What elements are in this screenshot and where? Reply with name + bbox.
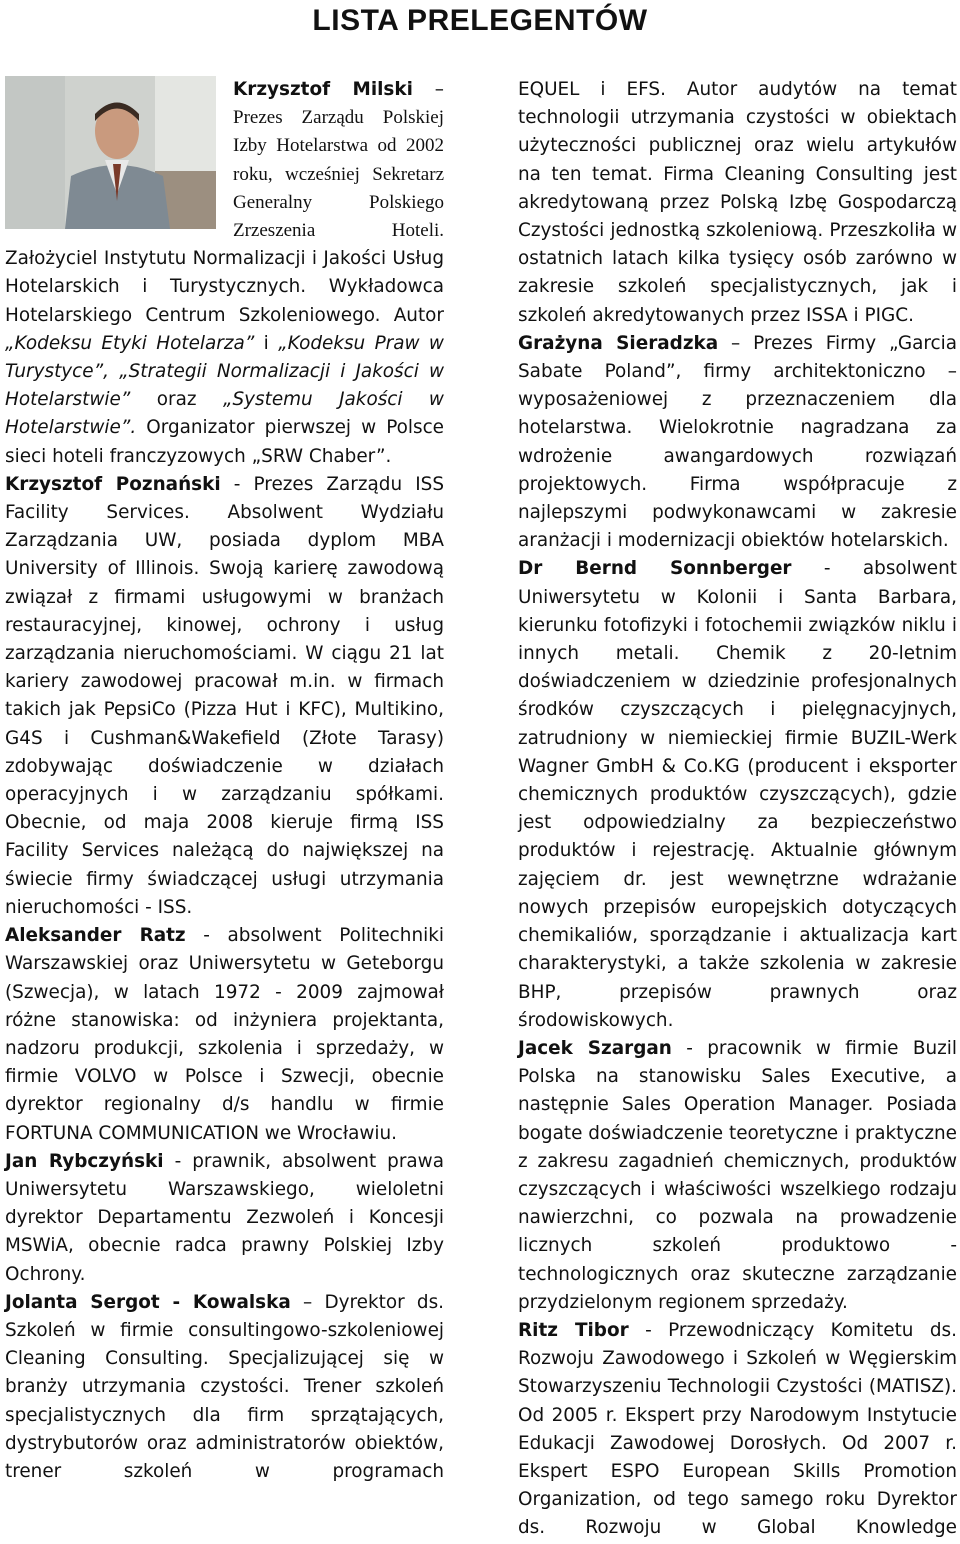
speaker-bio-sergot-kowalska-continued: EQUEL i EFS. Autor audytów na temat technologii utrzymania czystości w obiektach użyteczności publicznej oraz wielu artykułów na ten temat. Firma Cleaning Consulting jest akredytowaną przez Polską Izbę Gospodarczą Czystości jednostką szkoleniową. Przeszkoliła w ostatnich latach kilka tysięcy osób zarówno w zakresie szkoleń specjalistycznych, jak i szkoleń akredytowanych przez ISSA i PIGC. bbox=[518, 79, 957, 326]
right-column bbox=[518, 76, 957, 1543]
speaker-bio-szargan: Jacek Szargan - pracownik w firmie Buzil Polska na stanowisku Sales Executive, a następnie Sales Operation Manager. Posiada bogate doświadczenie teoretyczne i praktyczne z zakresu zagadnień chemicznych, produktów czyszczących i właściwości wszelkiego rodzaju nawierzchni, co pozwala na prowadzenie licznych szkoleń produktowo - technologicznych oraz skuteczne zarządzanie przydzielonym regionem sprzedaży. bbox=[518, 1037, 957, 1313]
page-title: LISTA PRELEGENTÓW bbox=[312, 4, 648, 37]
speaker-bio-sieradzka: Grażyna Sieradzka – Prezes Firmy „Garcia Sabate Poland”, firmy architektoniczno – wyposażeniowej z przeznaczeniem dla hotelarstwa. Wielokrotnie nagradzana za wdrożenie awangardowych rozwiązań projektowych. Firma współpracuje z najlepszymi podwykonawcami w zakresie aranżacji i modernizacji obiektów hotelarskich. bbox=[518, 332, 957, 552]
speaker-bio-sergot-kowalska: Jolanta Sergot - Kowalska – Dyrektor ds. Szkoleń w firmie consultingowo-szkoleniowej Cleaning Consulting. Specjalizującej się w branży utrzymania czystości. Trener szkoleń specjalistycznych dla firm sprzątających, dystrybutorów oraz administratorów obiektów, trener szkoleń w programach bbox=[5, 1291, 444, 1482]
speaker-bio-poznanski: Krzysztof Poznański - Prezes Zarządu ISS Facility Services. Absolwent Wydziału Zarządzania UW, posiada dyplom MBA University of Illinois. Swoją karierę zawodową związał z firmami usługowymi w branżach restauracyjnej, kinowej, ochrony i usług zarządzania nieruchomościami. W ciągu 21 lat kariery zawodowej pracował m.in. w firmach takich jak PepsiCo (Pizza Hut i KFC), Multikino, G4S i Cushman&Wakefield (Złote Tarasy) zdobywając doświadczenie w działach operacyjnych i w zarządzaniu spółkami. Obecnie, od maja 2008 kieruje firmą ISS Facility Services należącą do największej na świecie firmy świadczącej usługi utrzymania nieruchomości - ISS. bbox=[5, 473, 444, 918]
speaker-bio-sonnberger: Dr Bernd Sonnberger - absolwent Uniwersytetu w Kolonii i Santa Barbara, kierunku fotofizyki i fotochemii związków niklu i innych metali. Chemik z 20-letnim doświadczeniem w dziedzinie profesjonalnych środków czyszczących i pielęgnacyjnych, zatrudniony w niemieckiej firmie BUZIL-Werk Wagner GmbH & Co.KG (producent i eksporter chemicznych produktów czyszczących), gdzie jest odpowiedzialny za bezpieczeństwo produktów i rejestrację. Aktualnie głównym zajęciem dr. jest wewnętrzne wdrażanie nowych przepisów europejskich dotyczących chemikaliów, sporządzanie i aktualizacja kart charakterystyki, a także szkolenia w zakresie BHP, przepisów prawnych oraz środowiskowych. bbox=[518, 558, 957, 1031]
speaker-portrait-image bbox=[5, 76, 216, 229]
speaker-bio-tibor: Ritz Tibor - Przewodniczący Komitetu ds. Rozwoju Zawodowego i Szkoleń w Węgierskim Stowarzyszeniu Technologii Czystości (MATISZ). Od 2005 r. Ekspert przy Narodowym Instytucie Edukacji Zawodowej Dorosłych. Od 2007 r. Ekspert ESPO European Skills Promotion Organization, od tego samego roku Dyrektor ds. Rozwoju w Global Knowledge bbox=[518, 1319, 957, 1539]
speaker-bio-milski: Krzysztof Milski – Prezes Zarządu Polskiej Izby Hotelarstwa od 2002 roku, wcześniej Sekretarz Generalny Polskiego Zrzeszenia Hoteli. Założyciel Instytutu Normalizacji i Jakości Usług Hotelarskich i Turystycznych. Wykładowca Hotelarskiego Centrum Szkoleniowego. Autor „Kodeksu Etyki Hotelarza” i „Kodeksu Praw w Turystyce”, „Strategii Normalizacji i Jakości w Hotelarstwie” oraz „Systemu Jakości w Hotelarstwie”. Organizator pierwszej w Polsce sieci hoteli franczyzowych „SRW Chaber”. bbox=[5, 76, 444, 471]
speaker-photo bbox=[5, 76, 216, 229]
left-column bbox=[5, 76, 444, 1486]
speaker-bio-rybczynski: Jan Rybczyński - prawnik, absolwent prawa Uniwersytetu Warszawskiego, wieloletni dyrektor Departamentu Zezwoleń i Koncesji MSWiA, obecnie radca prawny Polskiej Izby Ochrony. bbox=[5, 1150, 444, 1285]
speaker-bio-ratz: Aleksander Ratz - absolwent Politechniki Warszawskiej oraz Uniwersytetu w Geteborgu (Szwecja), w latach 1972 - 2009 zajmował różne stanowiska: od inżyniera projektanta, nadzoru produkcji, szkolenia i sprzedaży, w firmie VOLVO w Polsce i Szwecji, obecnie dyrektor regionalny d/s handlu w firmie FORTUNA COMMUNICATION we Wrocławiu. bbox=[5, 925, 444, 1144]
